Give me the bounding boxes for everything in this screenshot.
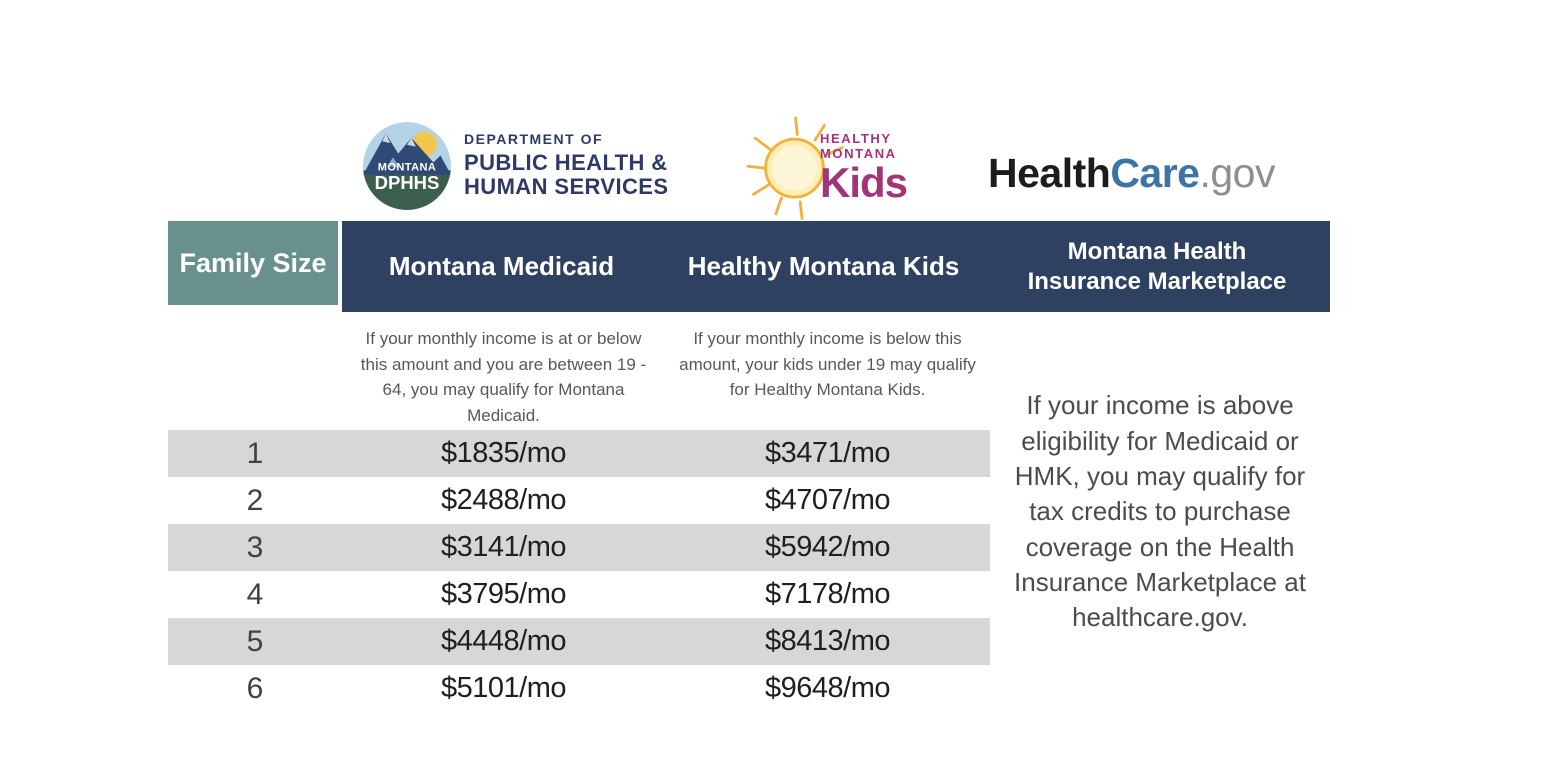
table-body [168,312,1330,712]
healthy-montana-kids-logo [748,114,918,219]
medicaid-amount: $1835/mo [441,437,566,469]
marketplace-note: If your income is above eligibility for Medicaid or HMK, you may qualify for tax credits to purchase coverage on the Health Insurance Marketplace at healthcare.gov. [1014,390,1306,633]
table-row [168,618,990,665]
dphhs-public-health: PUBLIC HEALTH & [464,149,668,175]
healthcare-gov-logo [988,150,1275,197]
table-row [168,571,990,618]
medicaid-amount: $5101/mo [441,672,566,704]
hmk-amount: $9648/mo [765,672,890,704]
hmk-amount: $3471/mo [765,437,890,469]
table-row [168,665,990,712]
family-size-value: 2 [246,483,264,517]
dphhs-seal-icon [363,122,451,210]
hmk-healthy: HEALTHY [820,131,892,146]
medicaid-description: If your monthly income is at or below this amount and you are between 19 - 64, you may qualify for Montana Medicaid. [360,329,647,425]
dphhs-dept-of: DEPARTMENT OF [464,131,604,148]
family-size-value: 1 [246,436,264,470]
table-row [168,524,990,571]
header-family-size: Family Size [168,221,342,305]
description-family-empty [168,312,342,430]
medicaid-amount: $4448/mo [441,625,566,657]
family-size-value: 6 [246,671,264,705]
dphhs-logo [363,122,668,210]
hmk-amount: $8413/mo [765,625,890,657]
hc-gov: .gov [1199,150,1275,196]
marketplace-note-cell [990,312,1330,712]
header-healthy-montana-kids: Healthy Montana Kids [687,251,960,281]
header-marketplace [986,221,1328,312]
hmk-amount: $5942/mo [765,531,890,563]
hmk-description-cell [665,312,990,430]
medicaid-amount: $2488/mo [441,484,566,516]
hmk-amount: $4707/mo [765,484,890,516]
family-size-value: 4 [246,577,264,611]
table-row [168,430,990,477]
dphhs-seal-text-dphhs: DPHHS [374,171,440,193]
description-row [168,312,990,430]
medicaid-description-cell [342,312,665,430]
dphhs-human-services: HUMAN SERVICES [464,174,669,200]
medicaid-amount: $3795/mo [441,578,566,610]
income-eligibility-table [168,221,1330,712]
hc-health: Health [988,150,1111,196]
dphhs-wordmark [464,132,668,200]
table-body-left [168,312,990,712]
hmk-montana: MONTANA [820,145,897,161]
table-header-row [168,221,1330,312]
header-navy-band [342,221,1330,312]
family-size-value: 5 [246,624,264,658]
hc-care: Care [1110,150,1200,196]
dphhs-seal-text-montana: MONTANA [377,161,437,174]
family-size-value: 3 [246,530,264,564]
hmk-amount: $7178/mo [765,578,890,610]
header-marketplace-text: Montana Health Insurance Marketplace [1027,237,1287,295]
header-montana-medicaid: Montana Medicaid [388,251,615,281]
hmk-wordmark [820,131,908,206]
table-row [168,477,990,524]
logo-band [0,0,1562,220]
medicaid-amount: $3141/mo [441,531,566,563]
dphhs-seal-graphic [363,122,451,210]
hmk-kids: Kids [820,158,908,206]
hmk-description: If your monthly income is below this amount, your kids under 19 may qualify for Healthy Montana Kids. [679,329,976,399]
